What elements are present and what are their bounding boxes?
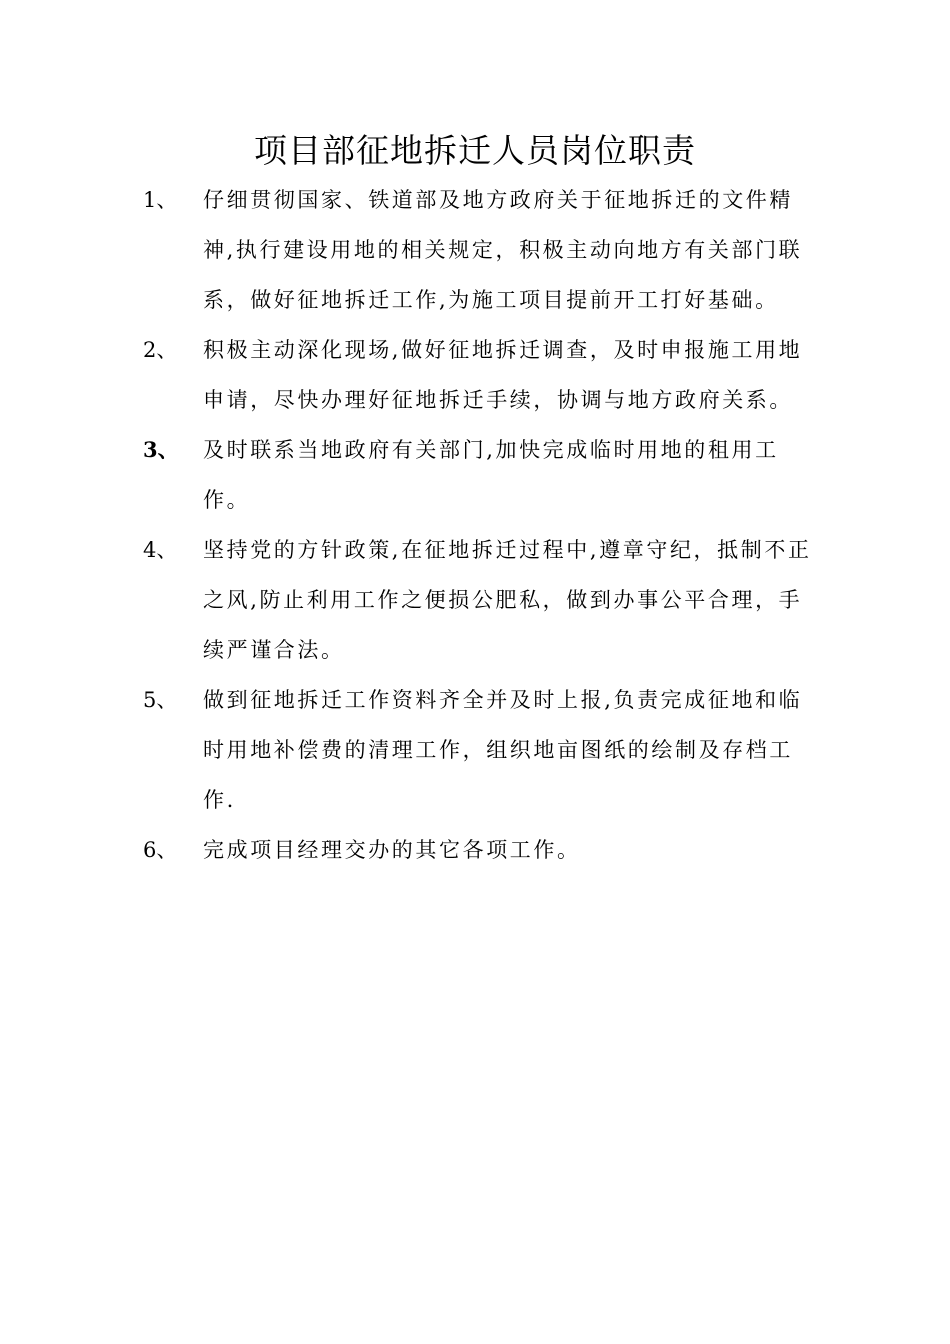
duty-number: 6、 xyxy=(143,838,178,862)
duty-text: 做到征地拆迁工作资料齐全并及时上报,负责完成征地和临时用地补偿费的清理工作，组织地亩图纸的绘制及存档工作. xyxy=(203,688,803,812)
duty-item-6 xyxy=(143,825,813,875)
duty-item-5 xyxy=(143,675,813,825)
duty-text: 完成项目经理交办的其它各项工作。 xyxy=(203,838,581,862)
duty-item-1 xyxy=(143,175,813,325)
duty-item-4 xyxy=(143,525,813,675)
duty-number: 1、 xyxy=(143,188,178,212)
duty-text: 及时联系当地政府有关部门,加快完成临时用地的租用工作。 xyxy=(203,438,779,512)
duty-number: 5、 xyxy=(143,688,178,712)
duty-text: 仔细贯彻国家、铁道部及地方政府关于征地拆迁的文件精神,执行建设用地的相关规定，积极主动向地方有关部门联系，做好征地拆迁工作,为施工项目提前开工打好基础。 xyxy=(203,188,803,312)
duty-item-3 xyxy=(143,425,813,525)
duty-text: 积极主动深化现场,做好征地拆迁调查，及时申报施工用地申请，尽快办理好征地拆迁手续，协调与地方政府关系。 xyxy=(203,338,803,412)
duty-number: 2、 xyxy=(143,338,178,362)
duty-text: 坚持党的方针政策,在征地拆迁过程中,遵章守纪，抵制不正之风,防止利用工作之便损公肥私，做到办事公平合理，手续严谨合法。 xyxy=(203,538,812,662)
duty-number: 4、 xyxy=(143,538,178,562)
duty-number: 3、 xyxy=(143,437,179,462)
duty-item-2 xyxy=(143,325,813,425)
document-title: 项目部征地拆迁人员岗位职责 xyxy=(254,131,696,170)
duty-list xyxy=(143,175,813,875)
